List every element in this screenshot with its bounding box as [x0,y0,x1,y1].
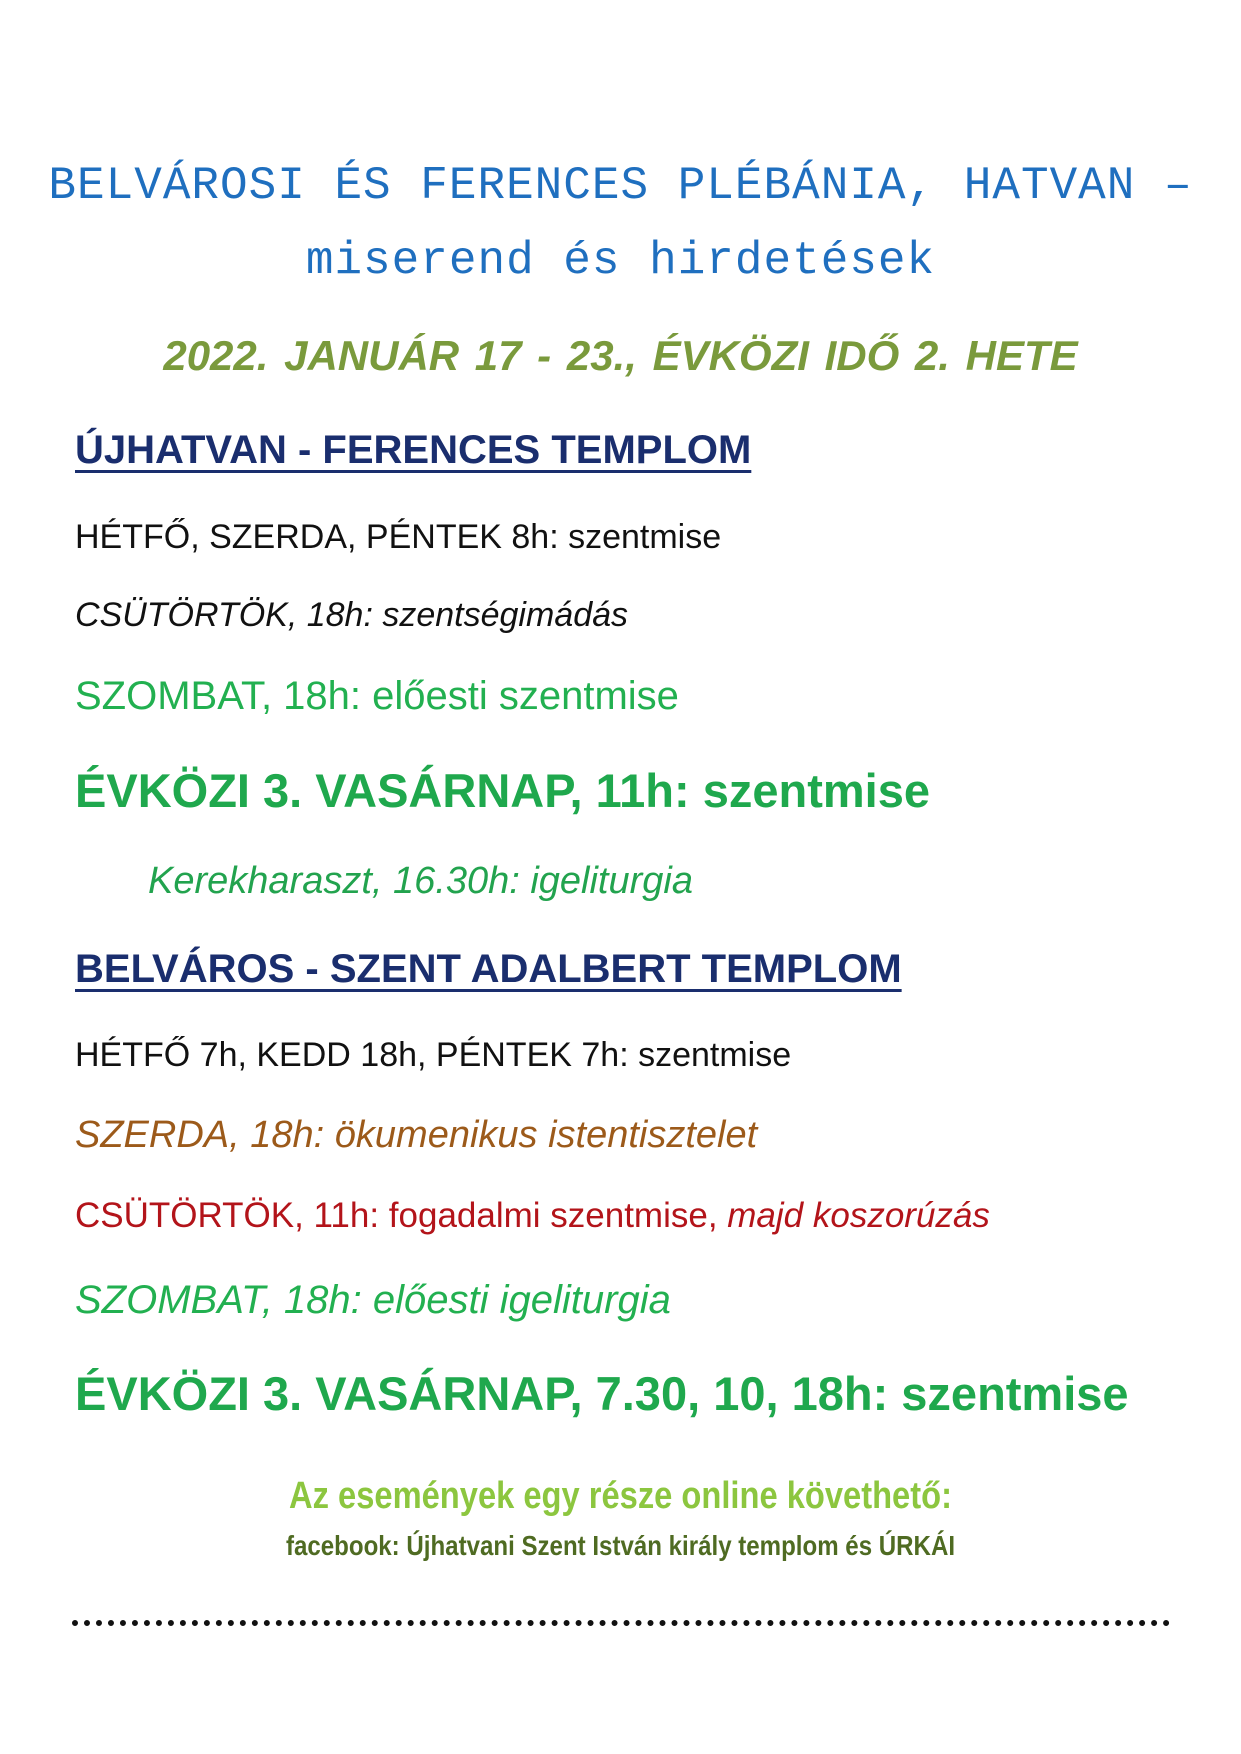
schedule-line-sunday: ÉVKÖZI 3. VASÁRNAP, 7.30, 10, 18h: szentmise [75,1367,1129,1420]
online-notice: Az események egy része online követhető: [289,1475,952,1517]
thursday-italic-text: majd koszorúzás [717,1196,990,1235]
page-subtitle: miserend és hirdetések [305,235,936,287]
dotted-divider [72,1620,1170,1626]
schedule-line-wednesday: SZERDA, 18h: ökumenikus istentisztelet [75,1114,758,1156]
facebook-notice: facebook: Újhatvani Szent István király templom és ÚRKÁI [285,1530,956,1561]
schedule-line-weekdays: HÉTFŐ, SZERDA, PÉNTEK 8h: szentmise [75,518,722,556]
schedule-line-thursday: CSÜTÖRTÖK, 18h: szentségimádás [75,596,629,634]
schedule-line-saturday: SZOMBAT, 18h: előesti szentmise [75,674,679,718]
schedule-line-kerekharaszt: Kerekharaszt, 16.30h: igeliturgia [148,860,693,902]
schedule-line-weekdays: HÉTFŐ 7h, KEDD 18h, PÉNTEK 7h: szentmise [75,1036,792,1074]
page-title: BELVÁROSI ÉS FERENCES PLÉBÁNIA, HATVAN – [48,160,1193,212]
thursday-main-text: CSÜTÖRTÖK, 11h: fogadalmi szentmise, [75,1196,718,1235]
schedule-line-saturday: SZOMBAT, 18h: előesti igeliturgia [75,1278,671,1322]
section-heading-belvaros: BELVÁROS - SZENT ADALBERT TEMPLOM [75,947,902,991]
section-heading-ujhatvan: ÚJHATVAN - FERENCES TEMPLOM [75,428,752,472]
date-line: 2022. JANUÁR 17 - 23., ÉVKÖZI IDŐ 2. HETE [163,332,1078,379]
schedule-line-thursday [75,1196,990,1236]
schedule-line-sunday: ÉVKÖZI 3. VASÁRNAP, 11h: szentmise [75,764,930,817]
